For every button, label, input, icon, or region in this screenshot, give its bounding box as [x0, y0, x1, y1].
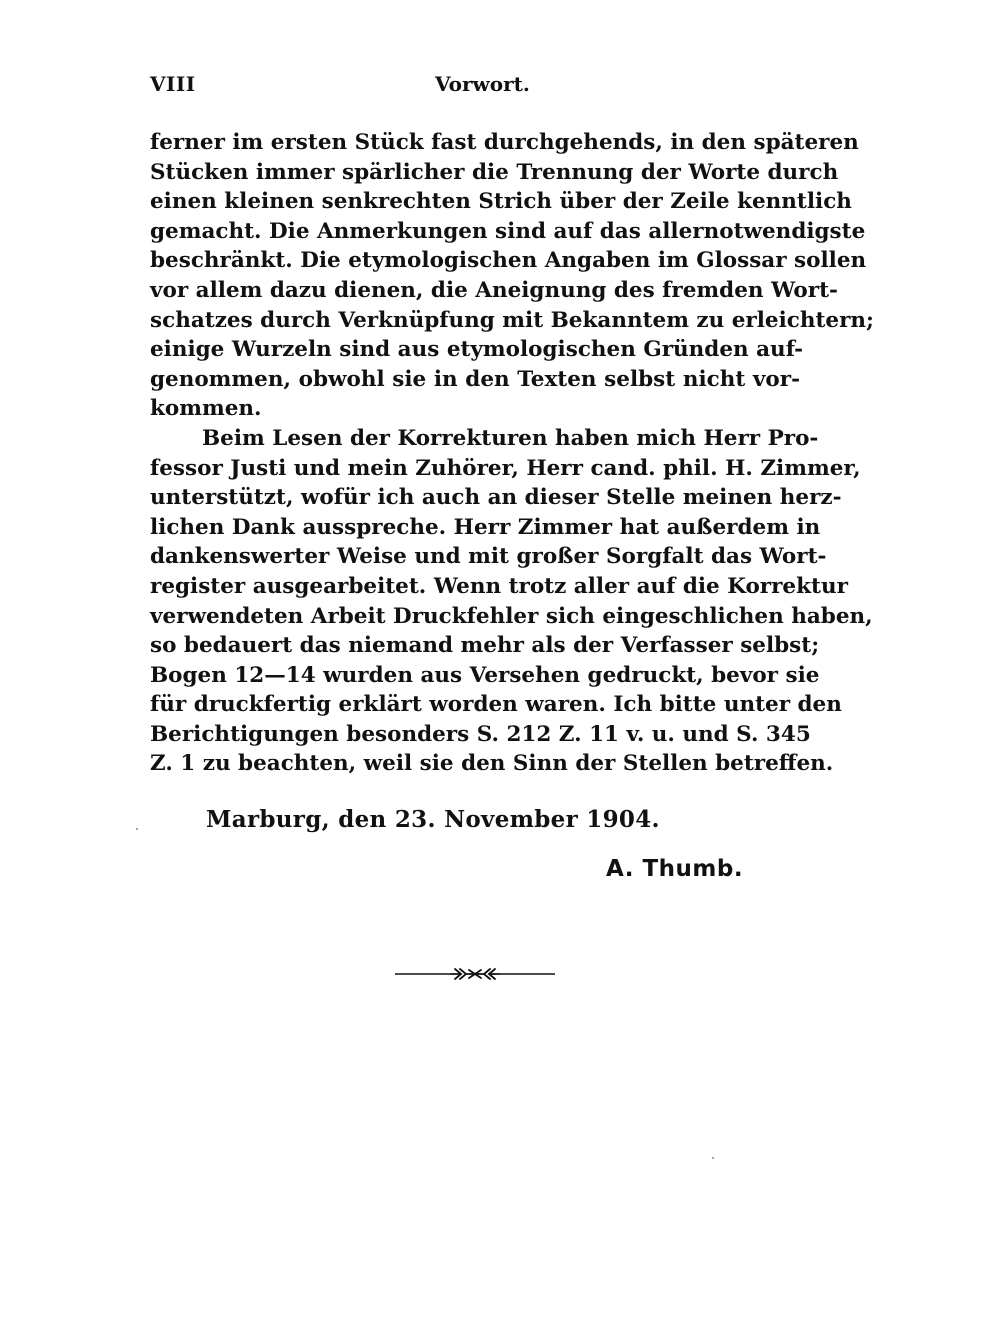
text-line: schatzes durch Verknüpfung mit Bekanntem zu erleichtern;: [150, 307, 874, 333]
text-line: unterstützt, wofür ich auch an dieser Stelle meinen herz-: [150, 485, 842, 511]
text-line: register ausgearbeitet. Wenn trotz aller auf die Korrektur: [150, 573, 848, 599]
text-line: Bogen 12—14 wurden aus Versehen gedruckt, bevor sie: [150, 662, 820, 688]
paper-speck: [712, 1157, 714, 1159]
text-line: lichen Dank ausspreche. Herr Zimmer hat außerdem in: [150, 514, 821, 540]
running-head-title: Vorwort.: [435, 72, 530, 96]
text-line: gemacht. Die Anmerkungen sind auf das allernotwendigste: [150, 218, 866, 244]
text-line: genommen, obwohl sie in den Texten selbst nicht vor-: [150, 366, 800, 392]
paragraph-2: [150, 424, 873, 779]
end-ornament-icon: [395, 962, 555, 986]
text-line: beschränkt. Die etymologischen Angaben im Glossar sollen: [150, 248, 867, 274]
paragraph-1: [150, 128, 874, 424]
text-line: kommen.: [150, 396, 262, 422]
text-line: dankenswerter Weise und mit großer Sorgfalt das Wort-: [150, 544, 827, 570]
body-text: [150, 128, 874, 779]
paper-speck: [136, 828, 138, 830]
running-head: [150, 72, 800, 102]
text-line: fessor Justi und mein Zuhörer, Herr cand. phil. H. Zimmer,: [150, 455, 861, 481]
text-line: Z. 1 zu beachten, weil sie den Sinn der Stellen betreffen.: [150, 751, 834, 777]
place-and-date: Marburg, den 23. November 1904.: [206, 806, 660, 833]
text-line: Berichtigungen besonders S. 212 Z. 11 v. u. und S. 345: [150, 721, 811, 747]
text-line: verwendeten Arbeit Druckfehler sich eingeschlichen haben,: [150, 603, 873, 629]
text-line: für druckfertig erklärt worden waren. Ich bitte unter den: [150, 692, 842, 718]
text-line: Beim Lesen der Korrekturen haben mich Herr Pro-: [202, 425, 819, 451]
text-line: einige Wurzeln sind aus etymologischen Gründen auf-: [150, 337, 804, 363]
text-line: vor allem dazu dienen, die Aneignung des fremden Wort-: [150, 277, 838, 303]
text-line: Stücken immer spärlicher die Trennung der Worte durch: [150, 159, 839, 185]
text-line: so bedauert das niemand mehr als der Verfasser selbst;: [150, 633, 820, 659]
author-signature: A. Thumb.: [606, 856, 744, 882]
text-line: einen kleinen senkrechten Strich über der Zeile kenntlich: [150, 189, 852, 215]
page-number: VIII: [150, 72, 196, 96]
text-line: ferner im ersten Stück fast durchgehends, in den späteren: [150, 130, 859, 155]
